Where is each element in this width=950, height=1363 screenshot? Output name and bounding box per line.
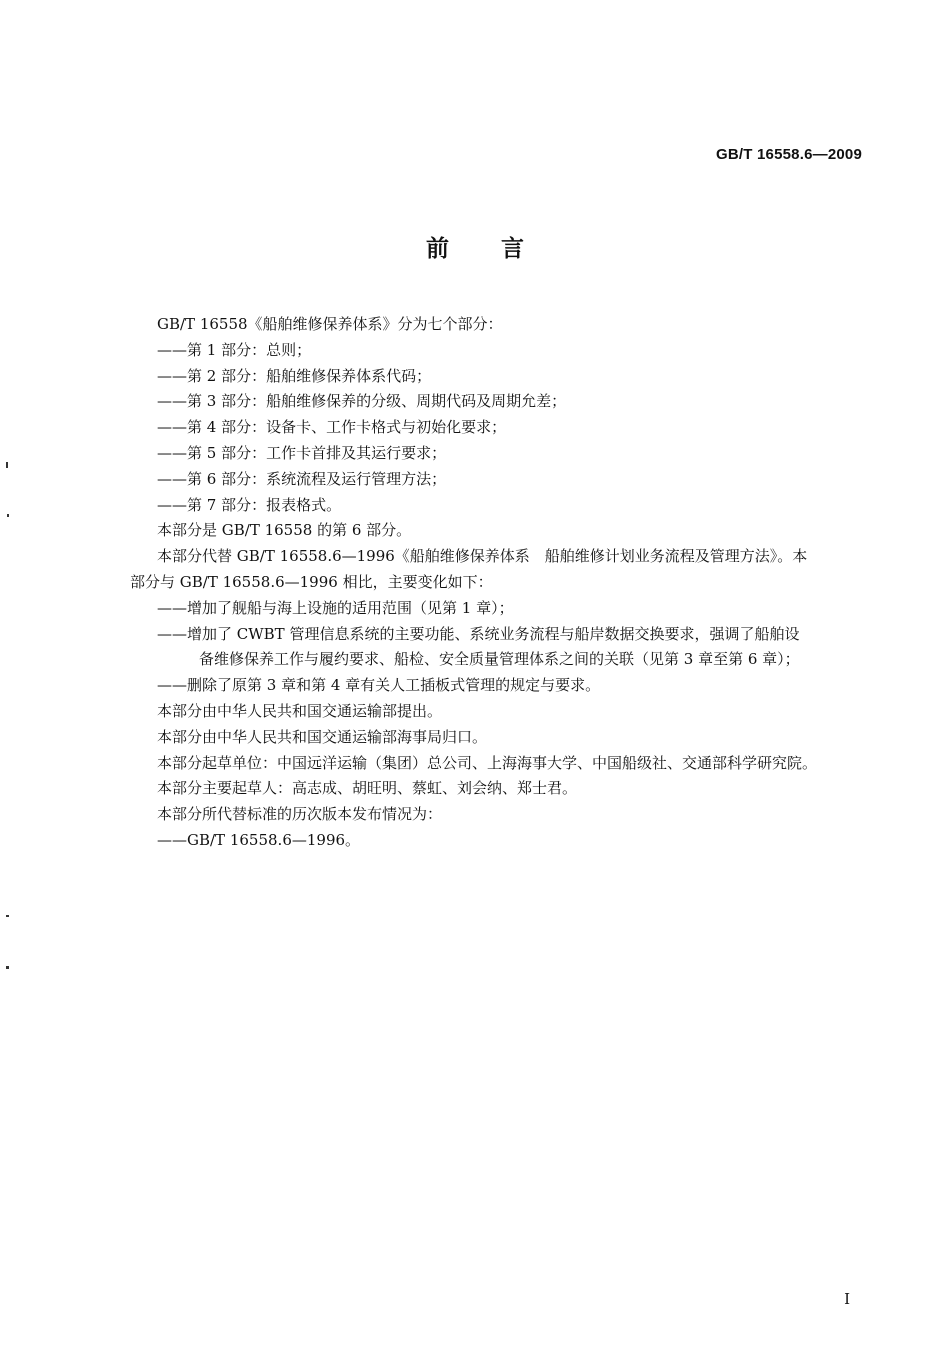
- standard-number: GB/T 16558.6—2009: [716, 146, 862, 163]
- history-intro-paragraph: 本部分所代替标准的历次版本发布情况为：: [157, 805, 443, 824]
- intro-paragraph: GB/T 16558《船舶维修保养体系》分为七个部分：: [157, 315, 503, 333]
- replaces-line-1: 本部分代替 GB/T 16558.6—1996《船舶维修保养体系 船舶维修计划业务流程及管理方法》。本: [157, 547, 808, 566]
- change-item-line-1: ——增加了 CWBT 管理信息系统的主要功能、系统业务流程与船岸数据交换要求，强调了船舶设: [157, 624, 800, 643]
- change-item-line-2: 备维修保养工作与履约要求、船检、安全质量管理体系之间的关联（见第 3 章至第 6 章）；: [199, 650, 800, 669]
- scan-mark: [7, 514, 9, 517]
- page-number: I: [844, 1290, 850, 1308]
- part-list-item: ——第 5 部分：工作卡首排及其运行要求；: [157, 443, 447, 462]
- part-list-item: ——第 1 部分：总则；: [157, 340, 312, 359]
- scan-mark: [6, 462, 8, 468]
- part-list-item: ——第 2 部分：船舶维修保养体系代码；: [157, 366, 432, 385]
- replaces-paragraph: [130, 544, 865, 596]
- proposed-by-paragraph: 本部分由中华人民共和国交通运输部提出。: [157, 701, 443, 720]
- foreword-body: [130, 312, 865, 854]
- part-list-item: ——第 6 部分：系统流程及运行管理方法；: [157, 469, 447, 488]
- scan-mark: [6, 966, 9, 969]
- part-list-item: ——第 4 部分：设备卡、工作卡格式与初始化要求；: [157, 418, 507, 437]
- drafters-paragraph: 本部分主要起草人：高志成、胡旺明、蔡虹、刘会纳、郑士君。: [157, 779, 578, 798]
- this-part-paragraph: 本部分是 GB/T 16558 的第 6 部分。: [157, 521, 412, 540]
- replaces-line-2: 部分与 GB/T 16558.6—1996 相比，主要变化如下：: [130, 572, 493, 591]
- centralized-by-paragraph: 本部分由中华人民共和国交通运输部海事局归口。: [157, 727, 488, 746]
- history-item: ——GB/T 16558.6—1996。: [157, 830, 361, 849]
- page-title: 前言: [426, 236, 576, 262]
- scan-mark: [6, 915, 9, 917]
- change-item: [130, 622, 865, 674]
- drafting-units-paragraph: 本部分起草单位：中国远洋运输（集团）总公司、上海海事大学、中国船级社、交通部科学研究院。: [157, 753, 818, 772]
- part-list-item: ——第 7 部分：报表格式。: [157, 495, 342, 514]
- part-list-item: ——第 3 部分：船舶维修保养的分级、周期代码及周期允差；: [157, 392, 567, 411]
- change-item: ——删除了原第 3 章和第 4 章有关人工插板式管理的规定与要求。: [157, 676, 601, 695]
- change-item: ——增加了舰船与海上设施的适用范围（见第 1 章）；: [157, 598, 514, 617]
